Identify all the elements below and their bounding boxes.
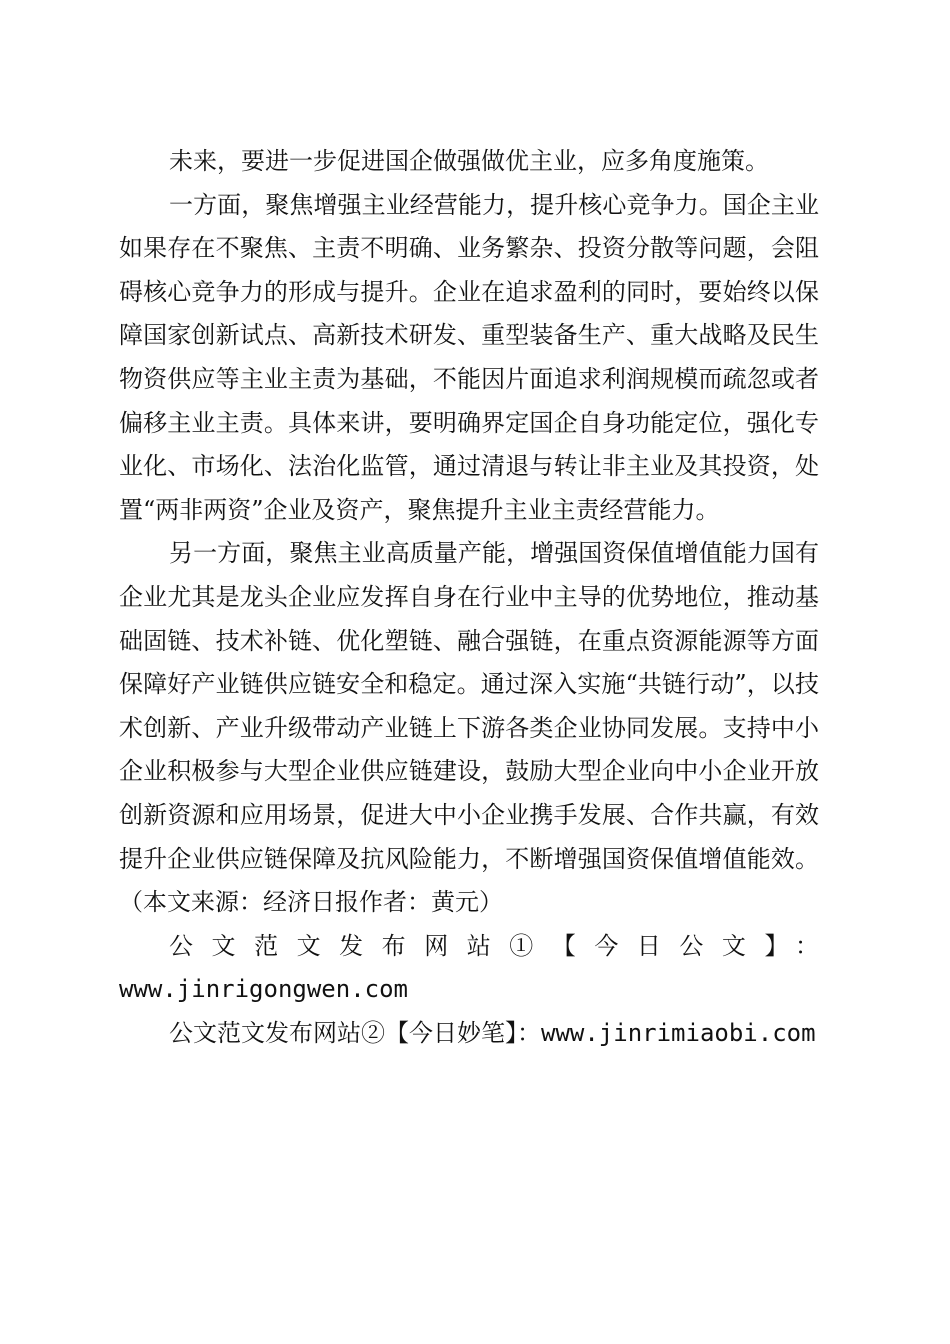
footer-link-url-1[interactable]: www.jinrigongwen.com [119, 975, 408, 1004]
paragraph-intro: 未来，要进一步促进国企做强做优主业，应多角度施策。 [169, 147, 769, 175]
footer-link-line-2 [119, 1012, 819, 1056]
paragraph-core-competitiveness: 一方面，聚焦增强主业经营能力，提升核心竞争力。国企主业如果存在不聚焦、主责不明确、业务繁杂、投资分散等问题，会阻碍核心竞争力的形成与提升。企业在追求盈利的同时，要始终以保障国家创新试点、高新技术研发、重型装备生产、重大战略及民生物资供应等主业主责为基础，不能因片面追求利润规模而疏忽或者偏移主业主责。具体来讲，要明确界定国企自身功能定位，强化专业化、市场化、法治化监管，通过清退与转让非主业及其投资，处置“两非两资”企业及资产，聚焦提升主业主责经营能力。 [119, 190, 819, 524]
footer-link-label-1: 公文范文发布网站①【今日公文】： [169, 931, 819, 960]
footer-link-label-2: 公文范文发布网站②【今日妙笔】： [169, 1018, 541, 1047]
footer-link-line-1 [119, 925, 819, 969]
document-body [119, 140, 819, 1055]
footer-link-url-2[interactable]: www.jinrimiaobi.com [541, 1018, 816, 1047]
paragraph-asset-value: 另一方面，聚焦主业高质量产能，增强国资保值增值能力国有企业尤其是龙头企业应发挥自身在行业中主导的优势地位，推动基础固链、技术补链、优化塑链、融合强链，在重点资源能源等方面保障好产业链供应链安全和稳定。通过深入实施“共链行动”，以技术创新、产业升级带动产业链上下游各类企业协同发展。支持中小企业积极参与大型企业供应链建设，鼓励大型企业向中小企业开放创新资源和应用场景，促进大中小企业携手发展、合作共赢，有效提升企业供应链保障及抗风险能力，不断增强国资保值增值能效。（本文来源：经济日报作者：黄元） [119, 539, 819, 917]
footer-link-url-line-1 [119, 968, 819, 1012]
